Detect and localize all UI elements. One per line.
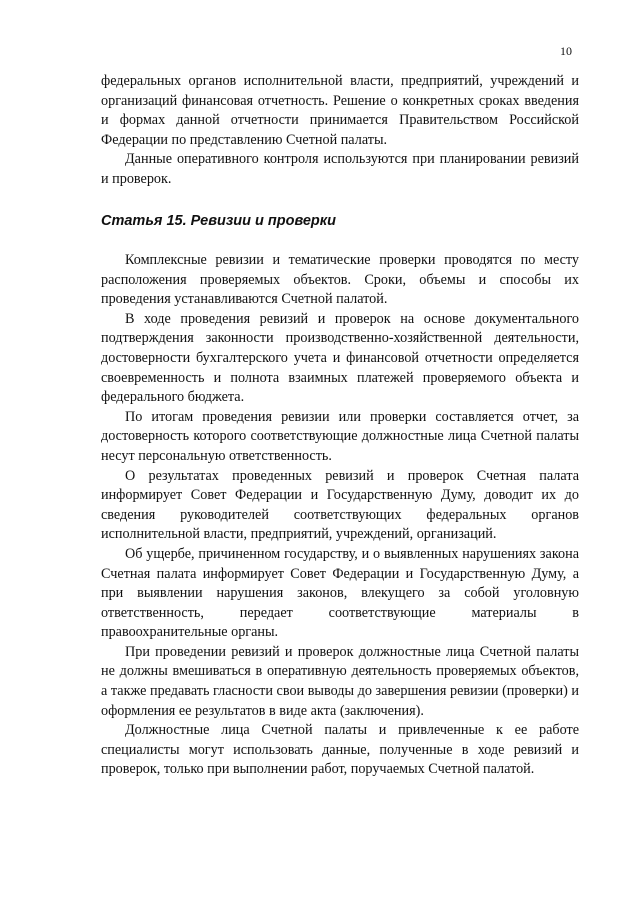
paragraph: В ходе проведения ревизий и проверок на основе документального подтверждения законности производственно-хозяйственной деятельности, достоверности бухгалтерского учета и финансовой отчетности определяется своевременность и полнота взаимных платежей проверяемого объекта и федерального бюджета. bbox=[101, 310, 579, 406]
paragraph: По итогам проведения ревизии или проверки составляется отчет, за достоверность которого соответствующие должностные лица Счетной палаты несут персональную ответственность. bbox=[101, 408, 579, 464]
paragraph: Данные оперативного контроля используются при планировании ревизий и проверок. bbox=[101, 151, 579, 187]
paragraph: При проведении ревизий и проверок должностные лица Счетной палаты не должны вмешиваться в оперативную деятельность проверяемых объектов, а также предавать гласности свои выводы до завершения ревизии (проверки) и оформления ее результатов в виде акта (заключения). bbox=[101, 643, 579, 719]
article-heading: Статья 15. Ревизии и проверки bbox=[101, 213, 336, 229]
paragraph: Об ущербе, причиненном государству, и о выявленных нарушениях закона Счетная палата информирует Совет Федерации и Государственную Думу, а при выявлении нарушения законов, влекущего за собой уголовную ответственность, передает соответствующие материалы в правоохранительные органы. bbox=[101, 545, 579, 641]
paragraph: федеральных органов исполнительной власти, предприятий, учреждений и организаций финансовая отчетность. Решение о конкретных сроках введения и формах данной отчетности принимается Правительством Российской Федерации по представлению Счетной палаты. bbox=[101, 73, 579, 148]
page-number: 10 bbox=[560, 44, 572, 58]
paragraph: Комплексные ревизии и тематические проверки проводятся по месту расположения проверяемых объектов. Сроки, объемы и способы их проведения устанавливаются Счетной палатой. bbox=[101, 252, 579, 308]
paragraph: О результатах проведенных ревизий и проверок Счетная палата информирует Совет Федерации и Государственную Думу, доводит их до сведения руководителей соответствующих федеральных органов исполнительной власти, предприятий, учреждений, организаций. bbox=[101, 467, 579, 543]
article-body bbox=[101, 251, 579, 780]
paragraph: Должностные лица Счетной палаты и привлеченные к ее работе специалисты могут использовать данные, полученные в ходе ревизий и проверок, только при выполнении работ, поручаемых Счетной палатой. bbox=[101, 722, 579, 778]
continuation-text bbox=[101, 72, 579, 190]
